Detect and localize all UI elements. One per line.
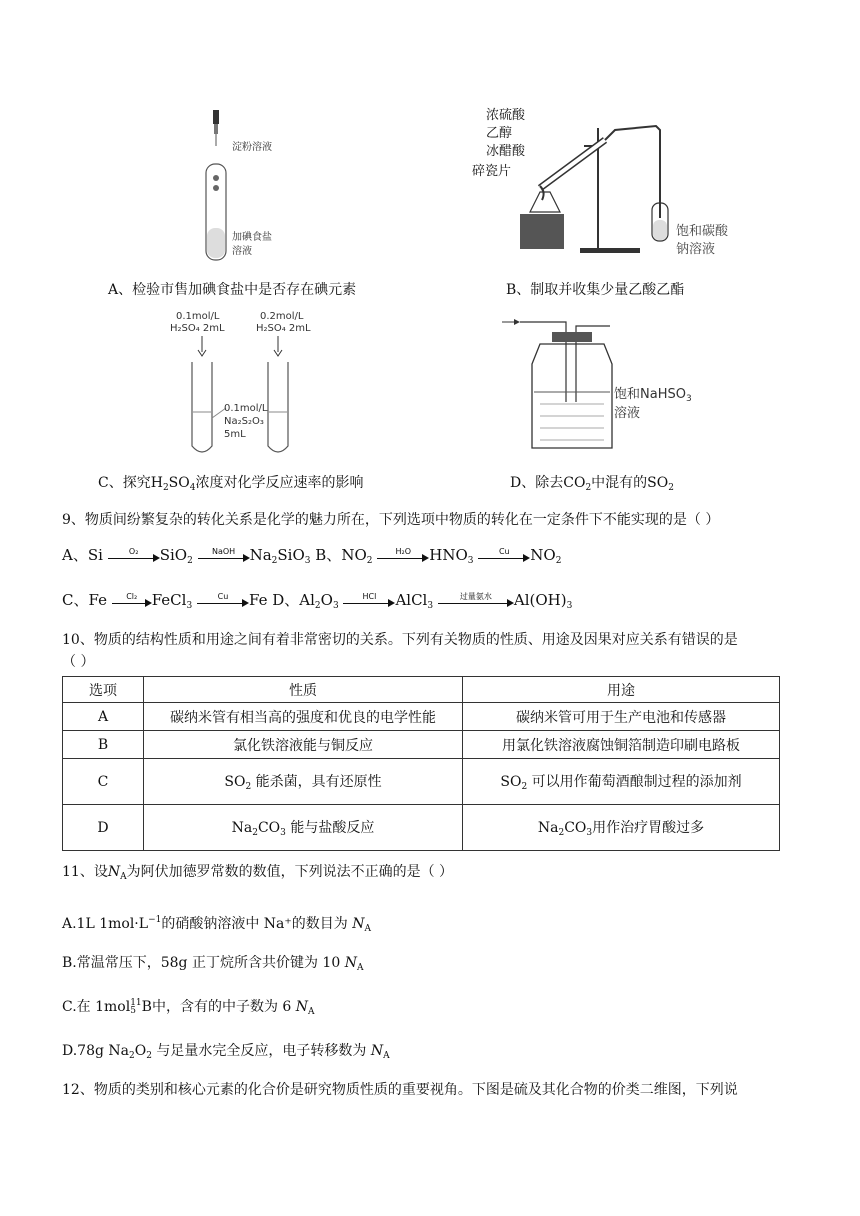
table-row: B 氯化铁溶液能与铜反应 用氯化铁溶液腐蚀铜箔制造印刷电路板 (63, 731, 780, 759)
fig-c-sol-vol: 5mL (224, 429, 246, 440)
fig-a-tube-label-2: 溶液 (232, 246, 252, 257)
q9-options-row-1: A、Si O₂ SiO$_2$ NaOH $Na_2SiO_3$ B、$NO_2$ H₂O $HNO_3$ Cu $NO_2$ (62, 546, 562, 566)
fig-b-caption: B、制取并收集少量乙酸乙酯 (506, 282, 685, 298)
fig-a-dropper-label: 淀粉溶液 (232, 142, 272, 153)
fig-b-reagent-2: 乙醇 (486, 126, 513, 141)
ester-apparatus-diagram (520, 108, 770, 268)
table-row: A 碳纳米管有相当高的强度和优良的电学性能 碳纳米管可用于生产电池和传感器 (63, 703, 780, 731)
table-header: 用途 (463, 677, 780, 703)
fig-c-right-conc: 0.2mol/L (260, 311, 304, 322)
fig-a-tube-label-1: 加碘食盐 (232, 232, 272, 243)
table-header: 选项 (63, 677, 144, 703)
fig-b-sat-label-2: 钠溶液 (676, 242, 716, 257)
q10-table (62, 676, 780, 851)
fig-c-left-conc: 0.1mol/L (176, 311, 220, 322)
q9-stem: 9、物质间纷繁复杂的转化关系是化学的魅力所在，下列选项中物质的转化在一定条件下不能实现的是（ ） (62, 512, 720, 528)
fig-c-sol-conc: 0.1mol/L (224, 403, 268, 414)
fig-b-chips-label: 碎瓷片 (472, 164, 512, 179)
fig-c-right-vol: H₂SO₄ 2mL (256, 323, 311, 334)
fig-b-reagent-3: 冰醋酸 (486, 144, 526, 159)
q10-stem: 10、物质的结构性质和用途之间有着非常密切的关系。下列有关物质的性质、用途及因果对应关系有错误的是 (62, 632, 738, 648)
q12-stem: 12、物质的类别和核心元素的化合价是研究物质性质的重要视角。下图是硫及其化合物的价类二维图，下列说 (62, 1082, 738, 1098)
table-row: C $SO_2$ 能杀菌，具有还原性 $SO_2$ 可以用作葡萄酒酿制过程的添加剂 (63, 759, 780, 805)
q9-options-row-2: C、Fe Cl₂ FeCl$_3$ Cu Fe D、$Al_2O_3$ HCl AlCl$_3$ 过量氨水 $Al(OH)_3$ (62, 591, 573, 611)
q10-paren: （ ） (62, 654, 95, 670)
fig-b-reagent-1: 浓硫酸 (486, 108, 526, 123)
q11-option-a: A.1L $1mol\cdot L^{-1}$的硝酸钠溶液中 Na⁺的数目为 $N_A$ (62, 915, 371, 934)
q11-option-c: C.在 1mol11 5 B中，含有的中子数为 6 $N_A$ (62, 998, 315, 1017)
figure-b (520, 108, 770, 268)
fig-d-label-1: 饱和NaHSO$_3$ (614, 387, 692, 404)
fig-a-caption: A、检验市售加碘食盐中是否存在碘元素 (108, 282, 357, 298)
fig-c-caption: C、探究$H_2SO_4$浓度对化学反应速率的影响 (98, 475, 364, 493)
table-row: D $Na_2CO_3$ 能与盐酸反应 $Na_2CO_3$用作治疗胃酸过多 (63, 805, 780, 851)
q11-option-b: B.常温常压下，58g 正丁烷所含共价键为 10 $N_A$ (62, 955, 364, 973)
figure-d (500, 312, 620, 462)
fig-c-left-vol: H₂SO₄ 2mL (170, 323, 225, 334)
fig-c-sol-name: Na₂S₂O₃ (224, 416, 264, 427)
table-header: 性质 (144, 677, 463, 703)
gas-washing-bottle-diagram (500, 312, 620, 462)
fig-b-sat-label-1: 饱和碳酸 (676, 224, 729, 239)
fig-d-label-2: 溶液 (614, 406, 641, 421)
fig-d-caption: D、除去$CO_2$中混有的$SO_2$ (510, 475, 674, 493)
q11-stem: 11、设$N_A$为阿伏加德罗常数的数值，下列说法不正确的是（ ） (62, 864, 454, 882)
q11-option-d: D.78g $Na_2O_2$ 与足量水完全反应，电子转移数为 $N_A$ (62, 1043, 390, 1061)
